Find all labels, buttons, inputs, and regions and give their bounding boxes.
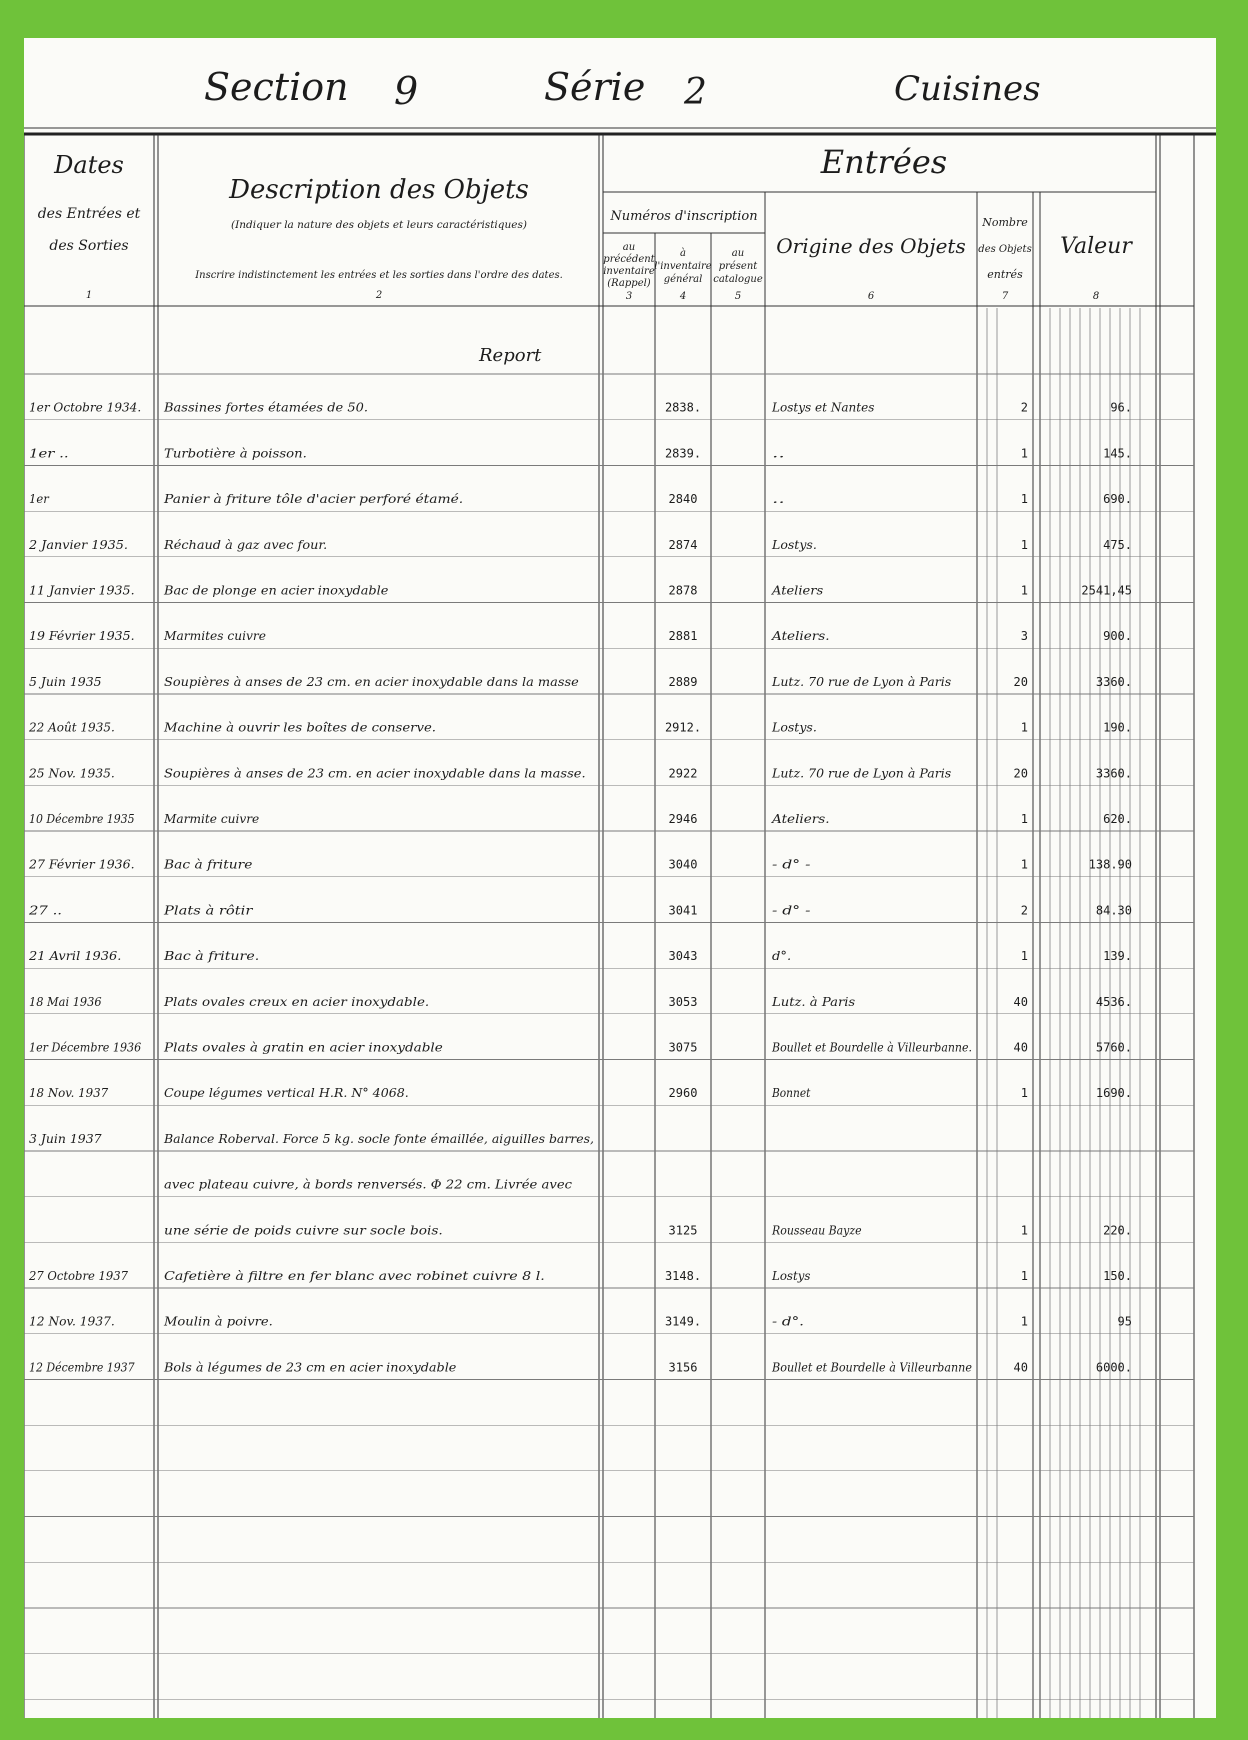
row-origine: .. (772, 445, 785, 461)
row-date: 18 Nov. 1937 (29, 1085, 109, 1101)
row-num: 2878 (668, 583, 698, 598)
row-num: 2922 (668, 766, 698, 781)
table-row (29, 628, 1132, 643)
row-valeur: 84.30 (1095, 903, 1132, 918)
row-desc: avec plateau cuivre, à bords renversés. Φ 22 cm. Livrée avec (164, 1176, 572, 1192)
row-valeur: 3360. (1095, 674, 1132, 689)
row-date: 27 Février 1936. (27, 856, 135, 872)
row-desc: Machine à ouvrir les boîtes de conserve. (162, 719, 436, 735)
row-valeur: 620. (1103, 812, 1132, 826)
row-nombre: 20 (1013, 766, 1028, 781)
row-desc: Bac à friture. (162, 948, 260, 964)
table-row (28, 720, 1132, 735)
row-origine: - d° - (772, 856, 811, 872)
table-row (29, 583, 1132, 598)
row-valeur: 139. (1103, 949, 1132, 964)
row-num: 3053 (668, 994, 698, 1009)
table-row (29, 445, 1132, 460)
col-number-5: 5 (734, 291, 742, 302)
col-number-6: 6 (867, 291, 875, 302)
table-row (164, 1177, 572, 1192)
row-valeur: 1690. (1095, 1086, 1132, 1101)
col-number-8: 8 (1092, 291, 1100, 302)
table-row (28, 857, 1132, 872)
row-date: 12 Décembre 1937 (29, 1359, 135, 1375)
row-desc: Bols à légumes de 23 cm en acier inoxydable (162, 1359, 457, 1375)
row-date: 1er Octobre 1934. (29, 399, 142, 415)
row-origine: .. (772, 491, 785, 507)
serie-value: 2 (684, 72, 707, 113)
num-prev-l4: (Rappel) (607, 278, 651, 289)
row-nombre: 1 (1020, 492, 1028, 507)
num-cat-l3: catalogue (713, 274, 763, 285)
num-prev-l3: inventaire (603, 266, 655, 277)
row-nombre: 1 (1020, 1269, 1028, 1283)
row-nombre: 1 (1020, 1086, 1028, 1101)
dates-header-line3: des Sorties (49, 238, 129, 254)
nombre-l3: entrés (987, 268, 1023, 281)
row-origine: Lutz. à Paris (770, 993, 856, 1009)
row-nombre: 1 (1020, 812, 1028, 826)
row-desc: Cafetière à filtre en fer blanc avec robinet cuivre 8 l. (164, 1268, 545, 1283)
row-num: 3156 (668, 1360, 698, 1375)
row-valeur: 690. (1103, 492, 1132, 507)
row-nombre: 1 (1020, 446, 1028, 461)
row-nombre: 1 (1020, 949, 1028, 964)
row-date: 1er Décembre 1936 (29, 1039, 142, 1055)
row-nombre: 40 (1013, 994, 1028, 1009)
row-valeur: 2541,45 (1081, 583, 1132, 598)
row-nombre: 2 (1020, 903, 1028, 918)
row-num: 3043 (668, 949, 698, 964)
row-desc: Plats ovales creux en acier inoxydable. (162, 993, 430, 1009)
row-origine: Ateliers (770, 582, 824, 598)
row-nombre: 1 (1020, 1223, 1028, 1238)
row-date: 3 Juin 1937 (29, 1130, 102, 1146)
nombre-l2: des Objets (978, 244, 1032, 255)
col-number-7: 7 (1001, 291, 1009, 302)
row-date: 1er (29, 491, 50, 507)
origine-header: Origine des Objets (776, 234, 966, 258)
section-label: Section (204, 65, 349, 109)
row-valeur: 4536. (1095, 994, 1132, 1009)
row-valeur: 145. (1103, 446, 1132, 461)
dates-header: Dates (54, 151, 124, 179)
row-date: 21 Avril 1936. (27, 948, 122, 964)
serie-label: Série (544, 65, 646, 109)
row-origine: Ateliers. (770, 811, 830, 826)
table-row (28, 902, 1132, 917)
row-desc: Plats ovales à gratin en acier inoxydable (162, 1039, 443, 1055)
row-date: 27 Octobre 1937 (28, 1268, 129, 1283)
row-desc: Bac à friture (162, 856, 253, 872)
row-desc: Réchaud à gaz avec four. (162, 536, 328, 552)
num-gen-l3: général (663, 274, 703, 285)
row-valeur: 900. (1103, 629, 1132, 644)
row-origine: Lostys. (770, 719, 817, 735)
row-nombre: 20 (1013, 674, 1028, 689)
row-desc: Coupe légumes vertical H.R. N° 4068. (164, 1085, 409, 1101)
row-nombre: 1 (1020, 720, 1028, 735)
row-lines (24, 374, 1194, 1699)
row-desc: Marmites cuivre (163, 628, 266, 644)
row-date: 19 Février 1935. (29, 628, 135, 644)
row-origine: Lostys et Nantes (771, 399, 875, 415)
table-row (29, 1040, 1132, 1055)
row-num: 2889 (668, 674, 698, 689)
row-desc: Bac de plonge en acier inoxydable (162, 582, 389, 598)
row-valeur: 220. (1103, 1223, 1132, 1238)
row-desc: une série de poids cuivre sur socle bois. (164, 1222, 443, 1238)
table-row (28, 1268, 1132, 1283)
row-date: 10 Décembre 1935 (29, 811, 135, 826)
num-cat-l1: au (731, 248, 745, 259)
numeros-header: Numéros d'inscription (610, 209, 758, 224)
row-desc: Turbotière à poisson. (164, 445, 307, 461)
row-date: 5 Juin 1935 (29, 673, 102, 689)
row-desc: Plats à rôtir (162, 902, 254, 918)
description-subheader: (Indiquer la nature des objets et leurs caractéristiques) (231, 219, 527, 231)
table-row (29, 674, 1132, 689)
category: Cuisines (894, 69, 1041, 109)
num-cat-l2: présent (718, 261, 758, 272)
table-row (28, 948, 1132, 963)
col-number-4: 4 (679, 291, 687, 302)
col-number-1: 1 (85, 290, 93, 301)
row-valeur: 96. (1110, 400, 1132, 415)
table-row (28, 765, 1132, 780)
num-gen-l1: à (680, 248, 686, 259)
row-num: 3149. (664, 1314, 702, 1329)
row-valeur: 6000. (1095, 1360, 1132, 1375)
row-desc: Soupières à anses de 23 cm. en acier inoxydable dans la masse (164, 673, 579, 689)
row-nombre: 40 (1013, 1360, 1028, 1375)
section-value: 9 (394, 69, 419, 113)
row-origine: Ateliers. (770, 628, 830, 644)
row-num: 3041 (668, 903, 698, 918)
row-origine: Lutz. 70 rue de Lyon à Paris (770, 673, 952, 689)
entrees-header: Entrées (820, 143, 948, 181)
table-row (29, 1085, 1132, 1100)
row-num: 2874 (668, 537, 698, 552)
row-desc: Soupières à anses de 23 cm. en acier inoxydable dans la masse. (164, 765, 586, 781)
dates-header-line2: des Entrées et (37, 206, 141, 222)
row-origine: - d° - (772, 902, 811, 918)
col-number-2: 2 (375, 290, 383, 301)
row-desc: Moulin à poivre. (162, 1313, 273, 1329)
row-origine: Boullet et Bourdelle à Villeurbanne (771, 1359, 972, 1375)
row-num: 2946 (668, 812, 698, 826)
row-num: 3148. (664, 1269, 702, 1283)
row-desc: Panier à friture tôle d'acier perforé étamé. (162, 491, 464, 507)
table-row (28, 537, 1132, 552)
row-num: 2960 (668, 1086, 698, 1101)
row-num: 2838. (664, 400, 702, 415)
row-date: 2 Janvier 1935. (27, 536, 128, 552)
row-desc: Balance Roberval. Force 5 kg. socle fonte émaillée, aiguilles barres, (163, 1130, 595, 1146)
row-date: 11 Janvier 1935. (29, 582, 135, 598)
row-origine: Rousseau Bayze (771, 1222, 862, 1238)
row-num: 2912. (664, 720, 702, 735)
description-note: Inscrire indistinctement les entrées et les sorties dans l'ordre des dates. (195, 270, 563, 281)
row-num: 2881 (668, 629, 698, 644)
nombre-l1: Nombre (982, 216, 1028, 229)
row-valeur: 5760. (1095, 1040, 1132, 1055)
row-origine: Lostys (771, 1268, 811, 1283)
table-row (29, 491, 1132, 506)
row-date: 12 Nov. 1937. (29, 1313, 115, 1329)
valeur-header: Valeur (1060, 234, 1132, 259)
row-origine: Bonnet (771, 1085, 812, 1101)
row-origine: Lostys. (770, 536, 817, 552)
ledger-page (24, 38, 1216, 1718)
description-header: Description des Objets (229, 175, 529, 205)
row-nombre: 2 (1020, 400, 1028, 415)
report-label: Report (479, 345, 542, 366)
row-num: 3125 (668, 1223, 698, 1238)
row-date: 1er .. (29, 445, 69, 461)
row-valeur: 150. (1103, 1269, 1132, 1283)
row-origine: Boullet et Bourdelle à Villeurbanne. (771, 1039, 972, 1055)
row-valeur: 138.90 (1088, 857, 1132, 872)
row-date: 27 .. (27, 902, 63, 918)
row-num: 3075 (668, 1040, 698, 1055)
row-nombre: 1 (1020, 1314, 1028, 1329)
table-row (29, 1314, 1132, 1329)
row-date: 25 Nov. 1935. (28, 765, 115, 781)
row-num: 3040 (668, 857, 698, 872)
row-nombre: 1 (1020, 537, 1028, 552)
row-nombre: 1 (1020, 857, 1028, 872)
table-row (29, 1131, 594, 1146)
row-nombre: 40 (1013, 1040, 1028, 1055)
row-num: 2839. (664, 446, 702, 461)
col-number-3: 3 (625, 291, 633, 302)
table-row (29, 811, 1132, 826)
row-date: 18 Mai 1936 (29, 993, 102, 1009)
row-desc: Marmite cuivre (163, 811, 260, 826)
row-valeur: 475. (1103, 537, 1132, 552)
num-prev-l1: au (622, 242, 636, 253)
num-prev-l2: précédent (603, 254, 655, 265)
num-gen-l2: l'inventaire (654, 261, 712, 272)
ledger-grid (24, 38, 1216, 1718)
row-nombre: 3 (1020, 629, 1028, 644)
row-nombre: 1 (1020, 583, 1028, 598)
row-desc: Bassines fortes étamées de 50. (162, 399, 368, 415)
table-row (29, 1359, 1132, 1374)
row-num: 2840 (668, 492, 698, 507)
row-date: 22 Août 1935. (28, 719, 115, 735)
row-origine: - d°. (772, 1313, 804, 1329)
row-valeur: 190. (1103, 720, 1132, 735)
entries-table (28, 400, 1132, 1375)
table-row (29, 400, 1132, 415)
table-row (29, 994, 1132, 1009)
row-valeur: 3360. (1095, 766, 1132, 781)
row-origine: Lutz. 70 rue de Lyon à Paris (770, 765, 952, 781)
row-valeur: 95 (1117, 1314, 1132, 1329)
row-origine: d°. (772, 948, 792, 964)
